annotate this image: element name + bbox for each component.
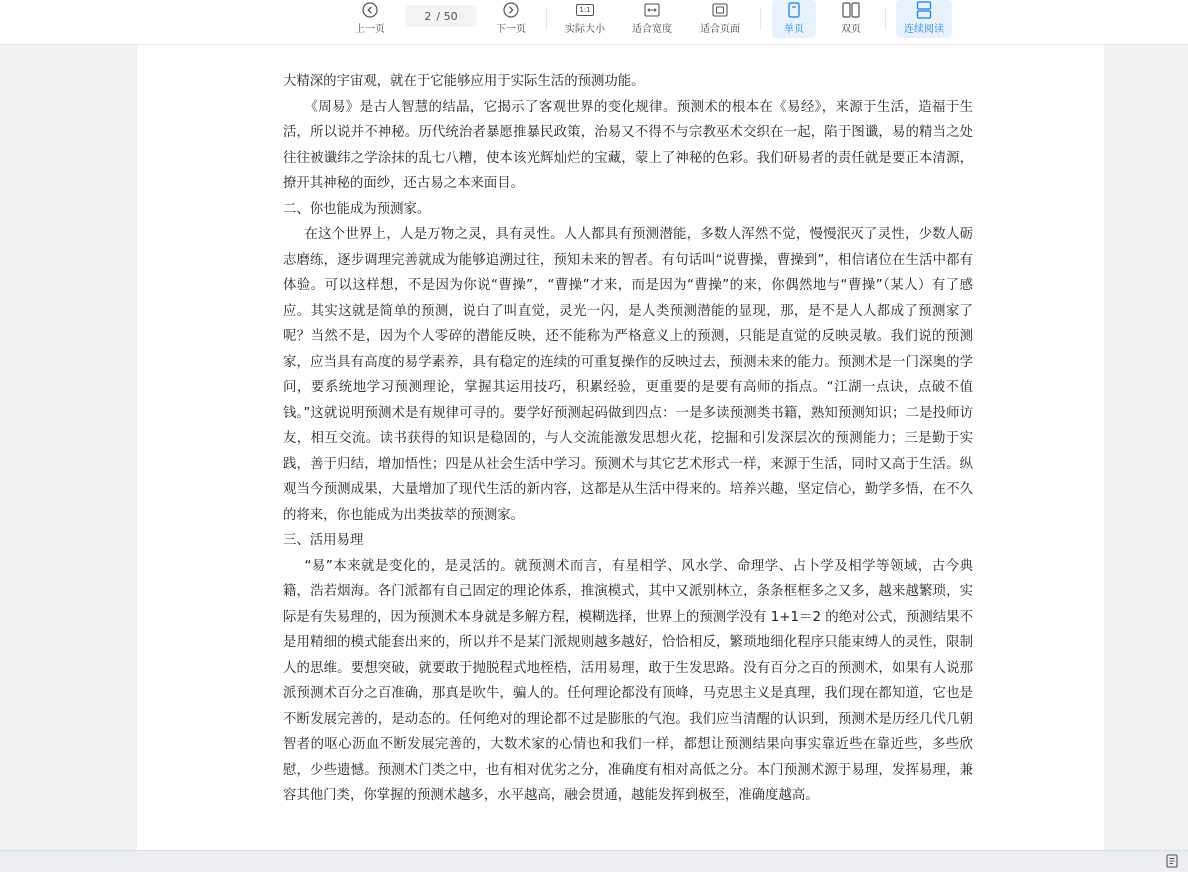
document-paragraph: 二、你也能成为预测家。 <box>283 201 431 217</box>
chevron-left-icon <box>362 0 378 20</box>
single-page-button[interactable] <box>772 0 816 38</box>
single-page-icon <box>787 0 801 20</box>
actual-size-icon <box>576 0 593 20</box>
status-bar <box>0 850 1188 871</box>
fit-width-button[interactable] <box>626 0 678 40</box>
document-paragraph: 《周易》是古人智慧的结晶，它揭示了客观世界的变化规律。预测术的根本在《易经》，来源于生活，造福于生活，所以说并不神秘。历代统治者暴愿推暴民政策，治易又不得不与宗教巫术交织在一起，陷于图谶，易的精当之处往往被谶纬之学涂抹的乱七八糟，使本该光辉灿烂的宝藏，蒙上了神秘的色彩。我们研易者的责任就是要正本清源，撩开其神秘的面纱，还古易之本来面目。 <box>283 99 973 191</box>
double-page-button[interactable] <box>829 0 873 40</box>
prev-page-button[interactable] <box>350 0 390 40</box>
continuous-reading-label: 连续阅读 <box>904 24 944 35</box>
document-text <box>283 69 973 809</box>
document-paragraph: 在这个世界上，人是万物之灵，具有灵性。人人都具有预测潜能，多数人浑然不觉，慢慢泯灭了灵性，少数人砺志磨练，逐步调理完善就成为能够追溯过往，预知未来的智者。有句话叫“说曹操，曹操到”，相信诸位在生活中都有体验。可以这样想，不是因为你说“曹操”，“曹操”才来，而是因为“曹操”的来，你偶然地与“曹操”（某人）有了感应。其实这就是简单的预测，说白了叫直觉，灵光一闪，是人类预测潜能的显现，那，是不是人人都成了预测家了呢？当然不是，因为个人零碎的潜能反映，还不能称为严格意义上的预测，只能是直觉的反映灵敏。我们说的预测家，应当具有高度的易学素养，具有稳定的连续的可重复操作的反映过去，预测未来的能力。预测术是一门深奥的学问，要系统地学习预测理论，掌握其运用技巧，积累经验，更重要的是要有高师的指点。“江湖一点诀，点破不值钱。”这就说明预测术是有规律可寻的。要学好预测起码做到四点：一是多读预测类书籍，熟知预测知识；二是投师访友，相互交流。读书获得的知识是稳固的，与人交流能激发思想火花，挖掘和引发深层次的预测能力；三是勤于实践，善于归结，增加悟性；四是从社会生活中学习。预测术与其它艺术形式一样，来源于生活，同时又高于生活。纵观当今预测成果，大量增加了现代生活的新内容，这都是从生活中得来的。培养兴趣，坚定信心，勤学多悟，在不久的将来，你也能成为出类拔萃的预测家。 <box>283 227 973 523</box>
chevron-right-icon <box>503 0 519 20</box>
fit-page-label: 适合页面 <box>700 24 740 35</box>
document-paragraph: 大精深的宇宙观，就在于它能够应用于实际生活的预测功能。 <box>283 74 645 89</box>
single-page-label: 单页 <box>784 24 804 35</box>
next-page-button[interactable] <box>491 0 531 40</box>
document-paragraph: 三、活用易理 <box>283 533 364 548</box>
viewer-toolbar <box>0 0 1188 45</box>
total-pages: / 50 <box>436 9 458 23</box>
double-page-label: 双页 <box>841 24 861 35</box>
toolbar-divider <box>546 8 547 30</box>
document-paragraph: “易”本来就是变化的，是灵活的。就预测术而言，有星相学、风水学、命理学、占卜学及相学等领域，古今典籍，浩若烟海。各门派都有自己固定的理论体系，推演模式，其中又派别林立，条条框框多之又多，越来越繁琐，实际是有失易理的，因为预测术本身就是多解方程，模糊选择，世界上的预测学没有 1+1＝2 的绝对公式，预测结果不是用精细的模式能套出来的，所以并不是某门派规则越多越好，恰恰相反，繁琐地细化程序只能束缚人的灵性，限制人的思维。要想突破，就要敢于抛脱程式地桎梏，活用易理，敢于生发思路。没有百分之百的预测术，如果有人说那派预测术百分之百准确，那真是吹牛，骗人的。任何理论都没有顶峰，马克思主义是真理，我们现在都知道，它也是不断发展完善的，是动态的。任何绝对的理论都不过是膨胀的气泡。我们应当清醒的认识到，预测术是历经几代几朝智者的呕心沥血不断发展完善的，大数术家的心情也和我们一样，都想让预测结果向事实靠近些在靠近些，多些欣慰，少些遗憾。预测术门类之中，也有相对优劣之分，准确度有相对高低之分。本门预测术源于易理，发挥易理，兼容其他门类，你掌握的预测术越多，水平越高，融会贯通，越能发挥到极至，准确度越高。 <box>283 558 973 803</box>
continuous-reading-icon <box>916 0 932 20</box>
continuous-reading-button[interactable] <box>896 0 952 38</box>
page-number-input[interactable] <box>405 5 477 27</box>
toolbar-divider <box>885 8 886 30</box>
fit-page-button[interactable] <box>694 0 746 40</box>
toolbar-divider <box>760 8 761 30</box>
next-page-label: 下一页 <box>496 24 526 35</box>
actual-size-label: 实际大小 <box>565 24 605 35</box>
actual-size-button[interactable] <box>559 0 611 40</box>
document-page <box>137 44 1104 850</box>
document-outline-icon[interactable] <box>1166 853 1178 872</box>
actual-size-glyph: 1:1 <box>576 4 593 16</box>
fit-width-icon <box>644 0 660 20</box>
fit-page-icon <box>712 0 728 20</box>
prev-page-label: 上一页 <box>355 24 385 35</box>
fit-width-label: 适合宽度 <box>632 24 672 35</box>
double-page-icon <box>842 0 860 20</box>
current-page: 2 <box>424 9 432 23</box>
